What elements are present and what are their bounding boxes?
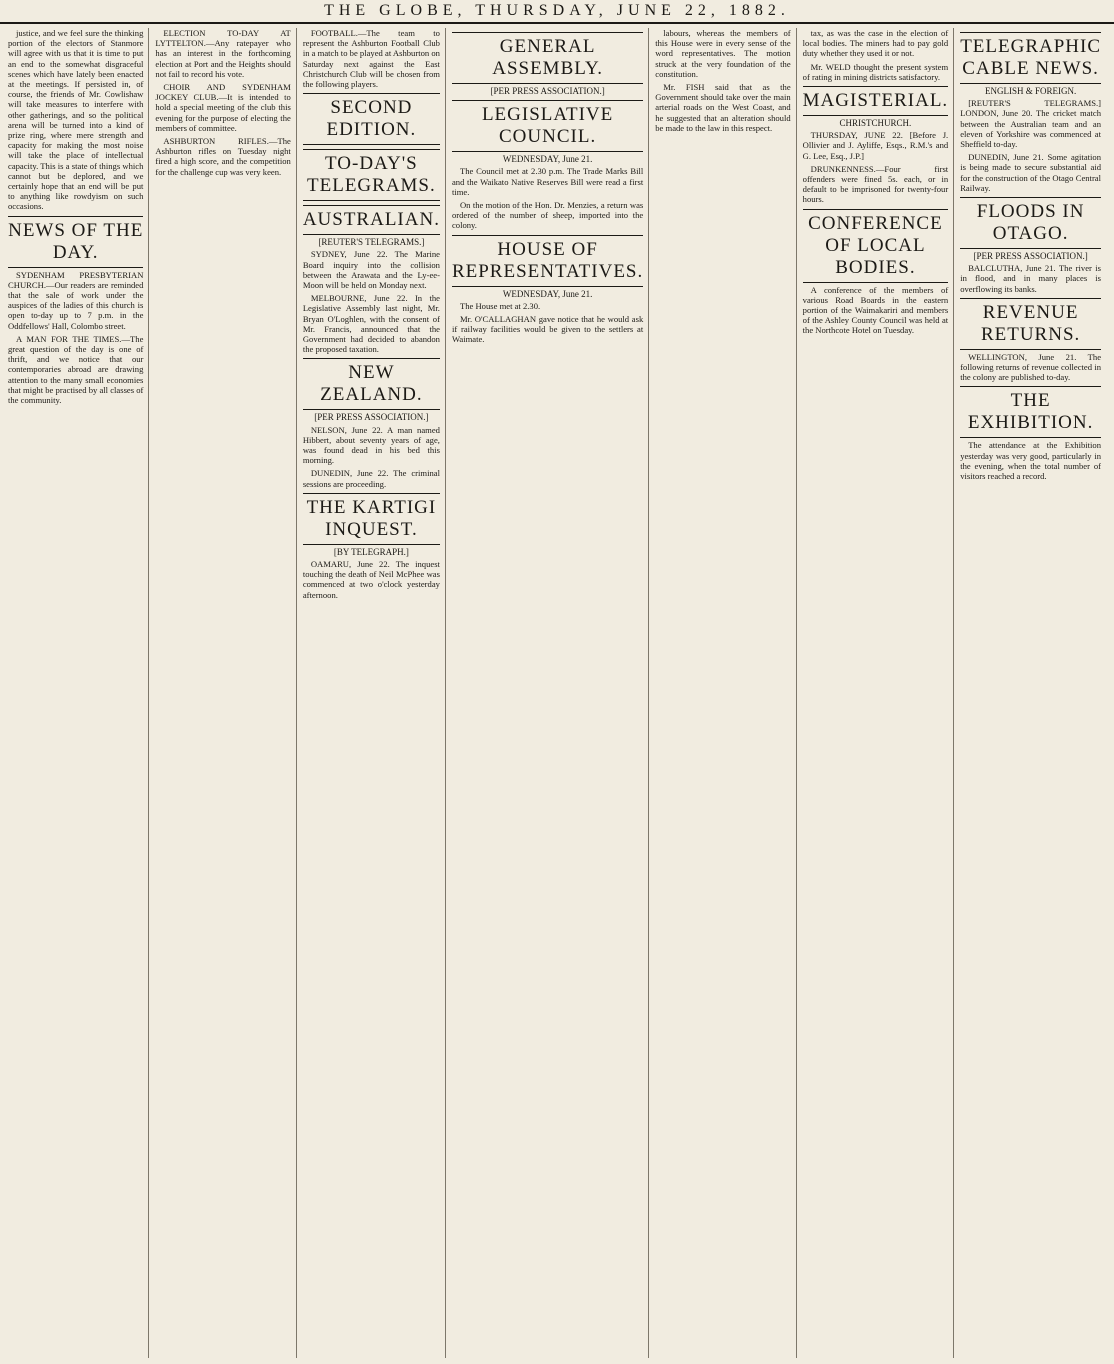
- masthead: THE GLOBE, THURSDAY, JUNE 22, 1882.: [0, 0, 1114, 24]
- article-subhead: WEDNESDAY, June 21.: [502, 154, 593, 165]
- article-subhead: [PER PRESS ASSOCIATION.]: [490, 86, 605, 96]
- column-2: [155, 28, 296, 1358]
- column-5: [655, 28, 796, 1358]
- column-3: [303, 28, 446, 1358]
- article-paragraph: A conference of the members of various Road Boards in the eastern portion of the Waimakariri and members of the Ashley County Council was held at the Northcote Hotel on Tuesday.: [802, 284, 949, 336]
- article-headline: CONFERENCE OF LOCAL BODIES.: [803, 209, 949, 283]
- column-7: [960, 28, 1106, 1358]
- article: [452, 32, 643, 96]
- article-headline: AUSTRALIAN.: [303, 205, 440, 235]
- article-paragraph: NELSON, June 22. A man named Hibbert, about seventy years of age, was found dead in his bed this morning.: [302, 424, 440, 466]
- article-paragraph: CHOIR AND SYDENHAM JOCKEY CLUB.—It is intended to hold a special meeting of the club this evening for the purpose of electing the members of committee.: [155, 82, 291, 133]
- article-paragraph: SYDENHAM PRESBYTERIAN CHURCH.—Our readers are reminded that the sale of work under the auspices of the ladies of this church is open to-day up to 7 p.m. in the Oddfellows' Hall, Colombo street.: [8, 269, 144, 331]
- article: [452, 100, 643, 230]
- article-paragraph: The House met at 2.30.: [459, 300, 541, 311]
- article: [8, 28, 143, 212]
- article: [155, 28, 290, 177]
- article: [960, 32, 1101, 193]
- article-headline: TELEGRAPHIC CABLE NEWS.: [960, 32, 1101, 84]
- article: [452, 235, 643, 345]
- article-headline: TO-DAY'S TELEGRAMS.: [303, 149, 440, 201]
- article-paragraph: [REUTER'S TELEGRAMS.] LONDON, June 20. The cricket match between the Australian team and an eleven of Yorkshire was commenced at Sheffield to-day.: [960, 98, 1102, 150]
- article: [303, 28, 440, 89]
- article-paragraph: The attendance at the Exhibition yesterday was very good, particularly in the evening, when the total number of visitors reached a record.: [960, 440, 1102, 482]
- article-subhead: [BY TELEGRAPH.]: [333, 546, 409, 557]
- article-paragraph: justice, and we feel sure the thinking portion of the electors of Stanmore will agree with us that it is time to put an end to the somewhat disgraceful scenes which have lately been enacted at the meetings. If persisted in, of course, the friends of Mr. Cowlishaw will take measures to interfere with other gatherings, and so the political arena will be turned into a kind of prize ring, where mere strength and capacity for making the most noise will take the place of intellectual capacity. This is a state of things which cannot but be deplored, and we certainly hope that an end will be put to anything like rowdyism on such occasions.: [8, 28, 144, 212]
- article-headline: SECOND EDITION.: [303, 93, 440, 145]
- column-4: [452, 28, 649, 1358]
- article-headline: REVENUE RETURNS.: [960, 298, 1101, 350]
- article: [8, 216, 143, 406]
- column-1: [8, 28, 149, 1358]
- article-paragraph: WELLINGTON, June 21. The following returns of revenue collected in the colony are published to-day.: [960, 351, 1102, 383]
- article-paragraph: ASHBURTON RIFLES.—The Ashburton rifles on Tuesday night fired a high score, and the competition for the challenge cup was very keen.: [155, 136, 291, 177]
- article: [960, 197, 1101, 294]
- column-6: [803, 28, 955, 1358]
- article: [803, 209, 949, 336]
- article-headline: FLOODS IN OTAGO.: [960, 197, 1101, 249]
- article: [303, 358, 440, 488]
- article-subhead: WEDNESDAY, June 21.: [502, 288, 593, 299]
- article-paragraph: The Council met at 2.30 p.m. The Trade Marks Bill and the Waikato Native Reserves Bill were read a first time.: [451, 166, 644, 197]
- article-subhead: CHRISTCHURCH.: [839, 118, 912, 129]
- article-paragraph: BALCLUTHA, June 21. The river is in flood, and in many places is overflowing its banks.: [960, 263, 1102, 294]
- article-subhead: [PER PRESS ASSOCIATION.]: [314, 412, 429, 423]
- article-paragraph: OAMARU, June 22. The inquest touching the death of Neil McPhee was commenced at two o'clock yesterday afternoon.: [302, 559, 440, 600]
- article: [803, 28, 949, 82]
- article-paragraph: FOOTBALL.—The team to represent the Ashburton Football Club in a match to be played at Ashburton on Saturday next against the East Christchurch Club will be chosen from the following players.: [302, 28, 440, 90]
- article-paragraph: SYDNEY, June 22. The Marine Board inquiry into the collision between the Arawata and the Ly-ee-Moon will be held on Monday next.: [302, 249, 440, 291]
- article-paragraph: Mr. WELD thought the present system of rating in mining districts satisfactory.: [802, 61, 949, 82]
- article-paragraph: DUNEDIN, June 22. The criminal sessions are proceeding.: [302, 468, 440, 489]
- article-paragraph: tax, as was the case in the election of local bodies. The miners had to pay gold duty whether they used it or not.: [802, 28, 949, 59]
- article-subhead: ENGLISH & FOREIGN.: [984, 86, 1077, 96]
- article: [303, 493, 440, 600]
- article-paragraph: DUNEDIN, June 21. Some agitation is being made to secure substantial aid for the construction of the Otago Central Railway.: [960, 152, 1102, 193]
- article-headline: LEGISLATIVE COUNCIL.: [452, 100, 643, 152]
- article-paragraph: labours, whereas the members of this House were in every sense of the word representatives. The motion struck at the very foundation of the constitution.: [655, 28, 791, 79]
- article-paragraph: A MAN FOR THE TIMES.—The great question of the day is one of thrift, and we notice that our contemporaries abroad are drawing attention to the many small economies that might be practised by all classes of the community.: [8, 333, 144, 406]
- article-headline: GENERAL ASSEMBLY.: [452, 32, 643, 84]
- article: [803, 86, 949, 205]
- article-paragraph: ELECTION TO-DAY AT LYTTELTON.—Any ratepayer who has an interest in the forthcoming election at Port and the Heights should not fail to record his vote.: [155, 28, 291, 79]
- article: [960, 386, 1101, 481]
- article-paragraph: THURSDAY, JUNE 22. [Before J. Ollivier and J. Ayliffe, Esqs., R.M.'s and G. Lee, Esq., J.P.]: [802, 130, 949, 161]
- article-paragraph: Mr. O'CALLAGHAN gave notice that he would ask if railway facilities would be given to the settlers at Waimate.: [451, 314, 644, 345]
- article-subhead: [REUTER'S TELEGRAMS.]: [318, 237, 425, 248]
- article: [655, 28, 790, 133]
- article-headline: HOUSE OF REPRESENTATIVES.: [452, 235, 643, 287]
- article-paragraph: Mr. FISH said that as the Government should take over the main arterial roads on the West Coast, and he suggested that an alteration should be made to the law in this respect.: [655, 82, 791, 133]
- article: [303, 93, 440, 145]
- columns: [8, 28, 1106, 1358]
- article-headline: MAGISTERIAL.: [803, 86, 949, 116]
- article-headline: THE EXHIBITION.: [960, 386, 1101, 438]
- article: [303, 149, 440, 201]
- article-subhead: [PER PRESS ASSOCIATION.]: [973, 251, 1088, 262]
- article-headline: NEWS OF THE DAY.: [8, 216, 143, 268]
- article-paragraph: On the motion of the Hon. Dr. Menzies, a return was ordered of the number of sheep, imported into the colony.: [451, 200, 644, 231]
- article-paragraph: MELBOURNE, June 22. In the Legislative Assembly last night, Mr. Bryan O'Loghlen, with the consent of Mr. Francis, announced that the Government had decided to abandon the proposed taxation.: [302, 293, 440, 355]
- article-headline: NEW ZEALAND.: [303, 358, 440, 410]
- article-headline: THE KARTIGI INQUEST.: [303, 493, 440, 545]
- article: [960, 298, 1101, 383]
- article: [303, 205, 440, 354]
- article-paragraph: DRUNKENNESS.—Four first offenders were fined 5s. each, or in default to be imprisoned for twenty-four hours.: [802, 163, 949, 205]
